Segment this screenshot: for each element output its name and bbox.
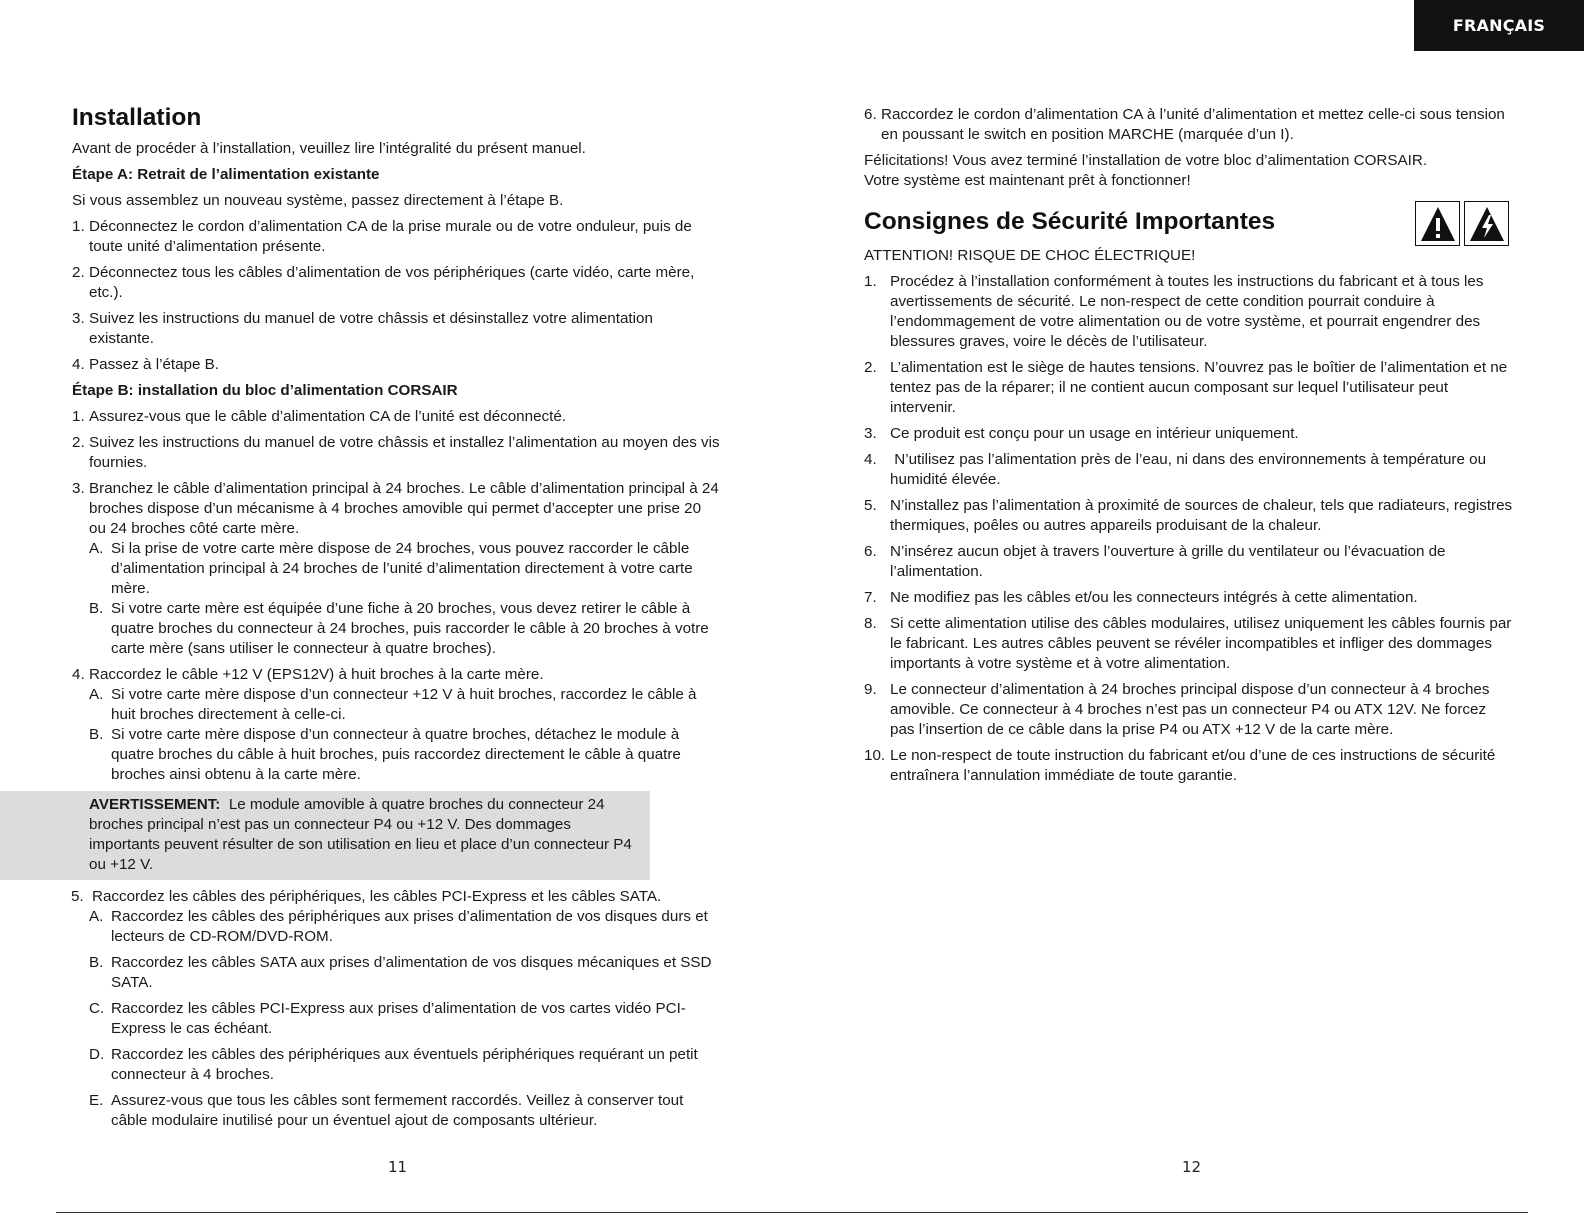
- sub-item-letter: A.: [89, 686, 104, 703]
- sub-item-text: Raccordez les câbles PCI-Express aux prises d’alimentation de vos cartes vidéo PCI-Express le cas échéant.: [111, 1000, 686, 1037]
- item-number: 2.: [72, 264, 85, 281]
- sub-item: [89, 999, 722, 1039]
- item-number: 3.: [72, 480, 85, 497]
- sub-item: [89, 907, 722, 947]
- item-number: 2.: [864, 359, 877, 376]
- sub-item-letter: A.: [89, 540, 104, 557]
- item-number: 4.: [864, 451, 877, 468]
- item-text: Déconnectez le cordon d’alimentation CA de la prise murale ou de votre onduleur, puis de toute unité d’alimentation présente.: [89, 218, 692, 255]
- warning-icons: [1415, 201, 1509, 246]
- sub-item-letter: D.: [89, 1046, 105, 1063]
- item-number: 10.: [864, 747, 886, 764]
- sub-item-text: Raccordez les câbles des périphériques aux éventuels périphériques requérant un petit connecteur à 4 broches.: [111, 1046, 698, 1083]
- list-item: [864, 496, 1514, 536]
- sub-item-text: Si la prise de votre carte mère dispose de 24 broches, vous pouvez raccorder le câble d’alimentation principal à 24 broches de l’unité d’alimentation directement à votre carte mère.: [111, 540, 693, 597]
- congrats-line-2: Votre système est maintenant prêt à fonctionner!: [864, 172, 1191, 189]
- left-page: [72, 103, 722, 1137]
- attention-text: ATTENTION! RISQUE DE CHOC ÉLECTRIQUE!: [864, 247, 1196, 264]
- item-text: N’installez pas l’alimentation à proximité de sources de chaleur, tels que radiateurs, registres thermiques, poêles ou autres appareils produisant de la chaleur.: [890, 497, 1513, 534]
- right-page: [864, 105, 1514, 792]
- item-text: Ce produit est conçu pour un usage en intérieur uniquement.: [890, 425, 1299, 442]
- sub-item: [89, 1045, 722, 1085]
- electric-shock-svg: [1468, 205, 1506, 243]
- sub-item-letter: C.: [89, 1000, 105, 1017]
- item-text: Assurez-vous que le câble d’alimentation CA de l’unité est déconnecté.: [89, 408, 567, 425]
- step-b-list: [72, 407, 722, 785]
- item-text: Le non-respect de toute instruction du fabricant et/ou d’une de ces instructions de sécurité entraînera l’annulation immédiate de toute garantie.: [890, 747, 1496, 784]
- installation-title: Installation: [72, 104, 202, 131]
- item-text: Branchez le câble d’alimentation principal à 24 broches. Le câble d’alimentation principal à 24 broches dispose d’un mécanisme à 4 broches amovible qui permet d’accepter une prise 20 ou 24 broches côté carte mère.: [89, 480, 719, 537]
- item-number: 4.: [72, 666, 85, 683]
- sub-item-letter: B.: [89, 954, 104, 971]
- item-text: L’alimentation est le siège de hautes tensions. N’ouvrez pas le boîtier de l’alimentation et ne tentez pas de la réparer; il ne contient aucun composant sur lequel l’utilisateur peut intervenir.: [890, 359, 1508, 416]
- step-b-title: Étape B: installation du bloc d’alimentation CORSAIR: [72, 382, 458, 399]
- caution-triangle-icon: [1415, 201, 1460, 246]
- sub-item-text: Si votre carte mère dispose d’un connecteur à quatre broches, détachez le module à quatre broches du câble à huit broches, puis raccordez directement le câble à quatre broches ainsi obtenu à la carte mère.: [111, 726, 681, 783]
- list-item: [72, 355, 722, 375]
- electric-shock-icon: [1464, 201, 1509, 246]
- list-item: [864, 680, 1514, 740]
- sub-item-letter: B.: [89, 726, 104, 743]
- congrats-line-1: Félicitations! Vous avez terminé l’installation de votre bloc d’alimentation CORSAIR.: [864, 152, 1428, 169]
- warning-label: AVERTISSEMENT:: [89, 796, 221, 813]
- step-a-note: Si vous assemblez un nouveau système, passez directement à l’étape B.: [72, 192, 564, 209]
- sub-item: [89, 1091, 722, 1131]
- item-number: 3.: [72, 310, 85, 327]
- page-number-left: 11: [388, 1158, 408, 1176]
- sub-item-text: Raccordez les câbles SATA aux prises d’alimentation de vos disques mécaniques et SSD SATA.: [111, 954, 712, 991]
- sub-item-letter: E.: [89, 1092, 104, 1109]
- list-item: [72, 433, 722, 473]
- item-number: 9.: [864, 681, 877, 698]
- installation-intro: Avant de procéder à l’installation, veuillez lire l’intégralité du présent manuel.: [72, 140, 586, 157]
- warning-box: [0, 791, 650, 880]
- sub-item: [89, 599, 722, 659]
- item-number: 2.: [72, 434, 85, 451]
- item-number: 1.: [72, 218, 85, 235]
- safety-title: Consignes de Sécurité Importantes: [864, 208, 1276, 235]
- sub-item: [89, 539, 722, 599]
- list-item: [72, 217, 722, 257]
- item-text: Suivez les instructions du manuel de votre châssis et installez l’alimentation au moyen des vis fournies.: [89, 434, 720, 471]
- language-tab: FRANÇAIS: [1414, 0, 1584, 51]
- item-text: Si cette alimentation utilise des câbles modulaires, utilisez uniquement les câbles fournis par le fabricant. Les autres câbles peuvent se révéler incompatibles et infliger des dommages importants à votre système et à votre alimentation.: [890, 615, 1512, 672]
- item-text: Suivez les instructions du manuel de votre châssis et désinstallez votre alimentation existante.: [89, 310, 653, 347]
- list-item: [72, 263, 722, 303]
- sub-item-letter: A.: [89, 908, 104, 925]
- footer-rule: [56, 1212, 1528, 1213]
- sub-item-text: Si votre carte mère est équipée d’une fiche à 20 broches, vous devez retirer le câble à quatre broches du connecteur à 24 broches, puis raccorder le câble à 20 broches à votre carte mère (sans utiliser le connecteur à quatre broches).: [111, 600, 709, 657]
- item-text: Ne modifiez pas les câbles et/ou les connecteurs intégrés à cette alimentation.: [890, 589, 1418, 606]
- sub-item-text: Assurez-vous que tous les câbles sont fermement raccordés. Veillez à conserver tout câble modulaire inutilisé pour un éventuel ajout de composants ultérieur.: [111, 1092, 684, 1129]
- step-a-list: [72, 217, 722, 375]
- list-item: [72, 887, 722, 1131]
- list-item: [864, 542, 1514, 582]
- item-number: 6.: [864, 543, 877, 560]
- item-number: 5.: [71, 888, 88, 905]
- item-text: Procédez à l’installation conformément à toutes les instructions du fabricant et à tous les avertissements de sécurité. Le non-respect de cette condition pourrait conduire à l’endommagement de votre alimentation ou de votre système, et pourrait engendrer des blessures graves, voire le décès de l’utilisateur.: [890, 273, 1484, 350]
- item-number: 1.: [72, 408, 85, 425]
- safety-list: [864, 272, 1514, 786]
- list-item: [72, 309, 722, 349]
- list-item: [864, 272, 1514, 352]
- item-number: 3.: [864, 425, 877, 442]
- warning-text: Le module amovible à quatre broches du connecteur 24 broches principal n’est pas un connecteur P4 ou +12 V. Des dommages importants peuvent résulter de son utilisation en lieu et place d’un connecteur P4 ou +12 V.: [89, 796, 632, 873]
- list-item: [864, 105, 1514, 145]
- sub-item-text: Si votre carte mère dispose d’un connecteur +12 V à huit broches, raccordez le câble à huit broches directement à celle-ci.: [111, 686, 697, 723]
- step-a-title: Étape A: Retrait de l’alimentation existante: [72, 166, 380, 183]
- sub-item: [89, 953, 722, 993]
- item-text: Le connecteur d’alimentation à 24 broches principal dispose d’un connecteur à 4 broches amovible. Ce connecteur à 4 broches n’est pas un connecteur P4 ou ATX 12V. Ne forcez pas l’insertion de ce câble dans la prise P4 ou ATX +12 V de la carte mère.: [890, 681, 1490, 738]
- list-item: [72, 407, 722, 427]
- safety-header: [864, 207, 1514, 246]
- item-text: N’utilisez pas l’alimentation près de l’eau, ni dans des environnements à température ou humidité élevée.: [890, 451, 1491, 488]
- list-item: [864, 746, 1514, 786]
- item-text: Déconnectez tous les câbles d’alimentation de vos périphériques (carte vidéo, carte mère, etc.).: [89, 264, 695, 301]
- sub-item: [89, 725, 722, 785]
- item-text: Raccordez le cordon d’alimentation CA à l’unité d’alimentation et mettez celle-ci sous tension en poussant le switch en position MARCHE (marquée d’un I).: [881, 106, 1505, 143]
- item-number: 4.: [72, 356, 85, 373]
- item-number: 5.: [864, 497, 877, 514]
- item-number: 6.: [864, 106, 877, 123]
- item-text: Raccordez le câble +12 V (EPS12V) à huit broches à la carte mère.: [89, 666, 544, 683]
- list-item: [864, 614, 1514, 674]
- item-number: 7.: [864, 589, 877, 606]
- page-number-right: 12: [1182, 1158, 1202, 1176]
- list-item: [864, 358, 1514, 418]
- item-text: Passez à l’étape B.: [89, 356, 220, 373]
- list-item: [72, 665, 722, 785]
- list-item: [864, 424, 1514, 444]
- caution-triangle-svg: [1419, 205, 1457, 243]
- sub-item: [89, 685, 722, 725]
- item-text: Raccordez les câbles des périphériques, les câbles PCI-Express et les câbles SATA.: [92, 888, 662, 905]
- sub-item-text: Raccordez les câbles des périphériques aux prises d’alimentation de vos disques durs et lecteurs de CD-ROM/DVD-ROM.: [111, 908, 708, 945]
- sub-item-letter: B.: [89, 600, 104, 617]
- item-number: 1.: [864, 273, 877, 290]
- item-text: N’insérez aucun objet à travers l’ouverture à grille du ventilateur ou l’évacuation de l’alimentation.: [890, 543, 1446, 580]
- list-item: [72, 479, 722, 659]
- list-item: [864, 450, 1514, 490]
- list-item: [864, 588, 1514, 608]
- item-number: 8.: [864, 615, 877, 632]
